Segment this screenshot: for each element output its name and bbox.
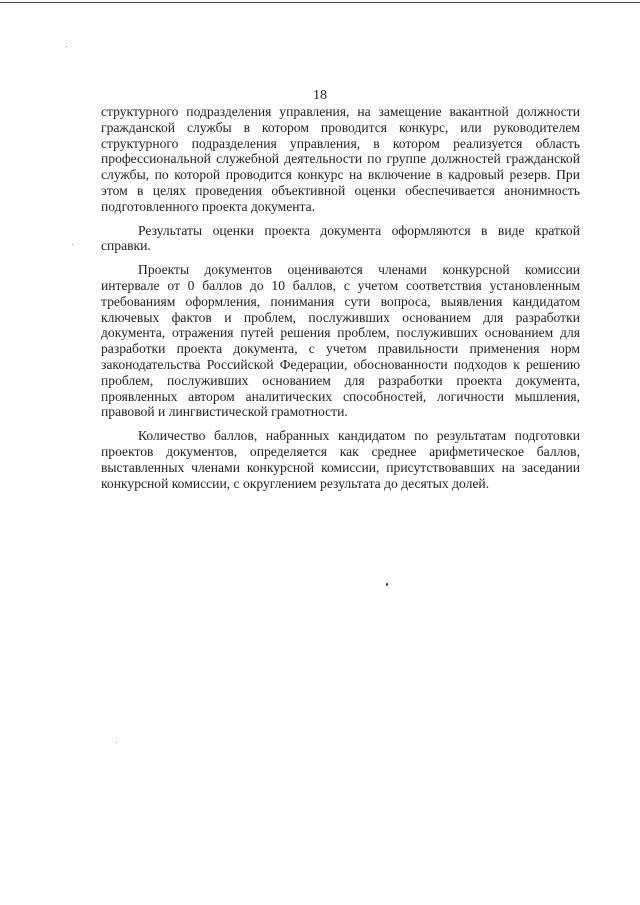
- document-body: [101, 104, 580, 491]
- scan-speck: [66, 46, 67, 47]
- page-number: 18: [313, 88, 327, 103]
- paragraph-assessment-results: Результаты оценки проекта документа оформляются в виде краткой справки.: [101, 222, 580, 254]
- scan-top-edge: [0, 2, 640, 3]
- paragraph-scoring-criteria: Проекты документов оцениваются членами конкурсной комиссии интервале от 0 баллов до 10 баллов, с учетом соответствия установленным требованиям оформления, понимания сути вопроса, выявления кандидатом ключевых фактов и проблем, послуживших основанием для разработки документа, отражения путей решения проблем, послуживших основанием для разработки проекта документа, с учетом правильности применения норм законодательства Российской Федерации, обоснованности подходов к решению проблем, послуживших основанием для разработки проекта документа, проявленных автором аналитических способностей, логичности мышления, правовой и лингвистической грамотности.: [101, 262, 580, 420]
- scan-speck: [116, 742, 117, 743]
- scan-speck: [72, 244, 73, 245]
- paragraph-score-calculation: Количество баллов, набранных кандидатом по результатам подготовки проектов документов, определяется как среднее арифметическое баллов, выставленных членами конкурсной комиссии, присутствовавших на заседании конкурсной комиссии, с округлением результата до десятых долей.: [101, 428, 580, 491]
- scan-artifact-mark: [386, 583, 388, 586]
- paragraph-continuation: структурного подразделения управления, на замещение вакантной должности гражданской службы в котором проводится конкурс, или руководителем структурного подразделения управления, в котором реализуется область профессиональной служебной деятельности по группе должностей гражданской службы, по которой проводится конкурс на включение в кадровый резерв. При этом в целях проведения объективной оценки обеспечивается анонимность подготовленного проекта документа.: [101, 104, 580, 214]
